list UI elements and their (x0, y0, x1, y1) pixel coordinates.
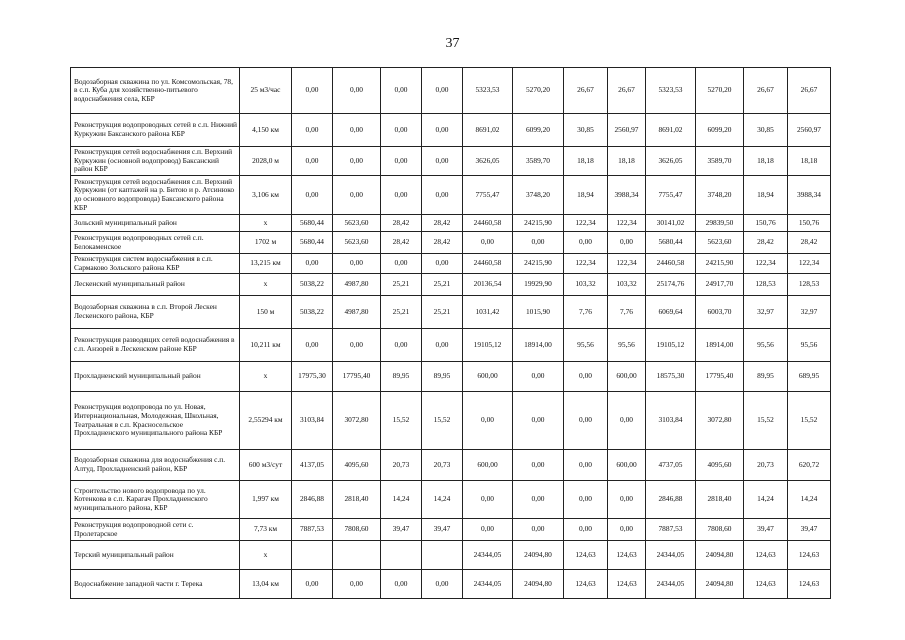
row-value: 26,67 (608, 68, 646, 114)
row-value: 600,00 (608, 362, 646, 392)
row-value: 5038,22 (292, 296, 333, 329)
row-value: 3988,34 (788, 176, 831, 215)
table-row (71, 68, 831, 114)
row-value: 17975,30 (292, 362, 333, 392)
row-value: 25,21 (381, 274, 422, 296)
row-capacity: 4,150 км (240, 114, 292, 147)
row-value: 5270,20 (696, 68, 744, 114)
row-value: 0,00 (333, 254, 381, 274)
row-value: 124,63 (608, 570, 646, 599)
table-row (71, 519, 831, 541)
row-value: 7755,47 (646, 176, 696, 215)
row-value: 5680,44 (292, 215, 333, 232)
row-capacity: 3,106 км (240, 176, 292, 215)
row-value: 15,52 (381, 392, 422, 450)
row-name: Водозаборная скважина в с.п. Второй Лескен Лескенского района, КБР (71, 296, 240, 329)
row-value: 24215,90 (696, 254, 744, 274)
row-name: Реконструкция водопроводных сетей с.п. Белокаменское (71, 232, 240, 254)
row-value: 0,00 (564, 481, 608, 519)
row-value: 28,42 (422, 232, 463, 254)
row-name: Реконструкция сетей водоснабжения с.п. Верхний Куркужин (от каптажей на р. Битою и р. Атсинюко до основного водопровода) Баксанского района КБР (71, 176, 240, 215)
table-row (71, 114, 831, 147)
row-capacity: 600 м3/сут (240, 450, 292, 481)
row-value: 122,34 (564, 215, 608, 232)
row-value: 39,47 (744, 519, 788, 541)
row-value: 124,63 (744, 541, 788, 570)
row-value: 0,00 (292, 570, 333, 599)
row-name: Реконструкция сетей водоснабжения с.п. Верхний Куркужин (основной водопровод) Баксанский район КБР (71, 147, 240, 176)
row-value: 0,00 (463, 519, 513, 541)
row-value: 0,00 (513, 362, 564, 392)
row-value: 24094,80 (696, 541, 744, 570)
row-value: 28,42 (422, 215, 463, 232)
row-value: 128,53 (788, 274, 831, 296)
row-value: 122,34 (608, 215, 646, 232)
row-value: 2560,97 (788, 114, 831, 147)
row-value: 7808,60 (333, 519, 381, 541)
row-capacity: 150 м (240, 296, 292, 329)
row-value: 0,00 (422, 176, 463, 215)
row-value: 25174,76 (646, 274, 696, 296)
table-row (71, 274, 831, 296)
row-value: 26,67 (564, 68, 608, 114)
row-value: 19929,90 (513, 274, 564, 296)
row-value: 5038,22 (292, 274, 333, 296)
row-capacity: 13,215 км (240, 254, 292, 274)
row-value: 0,00 (608, 392, 646, 450)
row-value: 26,67 (744, 68, 788, 114)
table-row (71, 362, 831, 392)
row-value: 128,53 (744, 274, 788, 296)
row-value: 18,18 (608, 147, 646, 176)
row-value: 15,52 (422, 392, 463, 450)
row-value: 0,00 (463, 392, 513, 450)
row-capacity: 25 м3/час (240, 68, 292, 114)
row-value: 0,00 (333, 147, 381, 176)
row-value: 29839,50 (696, 215, 744, 232)
row-value: 0,00 (513, 232, 564, 254)
row-value: 24094,80 (513, 570, 564, 599)
row-value: 3626,05 (463, 147, 513, 176)
row-value: 7,76 (608, 296, 646, 329)
row-name: Реконструкция разводящих сетей водоснабжения в с.п. Анзорей в Лескенском районе КБР (71, 329, 240, 362)
row-value: 15,52 (788, 392, 831, 450)
row-value: 3072,80 (333, 392, 381, 450)
table-row (71, 215, 831, 232)
row-value: 39,47 (381, 519, 422, 541)
row-value: 30,85 (564, 114, 608, 147)
row-value: 122,34 (564, 254, 608, 274)
row-value: 6099,20 (696, 114, 744, 147)
row-value: 28,42 (381, 232, 422, 254)
row-value: 0,00 (422, 147, 463, 176)
row-value: 0,00 (422, 570, 463, 599)
row-value: 0,00 (381, 68, 422, 114)
table-row (71, 176, 831, 215)
row-value: 620,72 (788, 450, 831, 481)
row-value: 0,00 (333, 68, 381, 114)
row-value: 24215,90 (513, 254, 564, 274)
row-value: 4987,80 (333, 274, 381, 296)
row-name: Строительство нового водопровода по ул. Котенкова в с.п. Карагач Прохладненского муниципального района, КБР (71, 481, 240, 519)
row-value: 0,00 (422, 329, 463, 362)
row-value: 0,00 (463, 232, 513, 254)
row-value: 0,00 (292, 329, 333, 362)
row-value: 0,00 (292, 254, 333, 274)
row-value: 0,00 (292, 176, 333, 215)
row-value: 89,95 (422, 362, 463, 392)
row-value: 95,56 (744, 329, 788, 362)
row-value: 39,47 (422, 519, 463, 541)
row-value: 24215,90 (513, 215, 564, 232)
row-value: 25,21 (422, 296, 463, 329)
row-value: 89,95 (381, 362, 422, 392)
row-value: 5323,53 (646, 68, 696, 114)
row-value: 5323,53 (463, 68, 513, 114)
row-value: 0,00 (564, 232, 608, 254)
row-value: 0,00 (381, 329, 422, 362)
row-value: 0,00 (608, 232, 646, 254)
row-value: 39,47 (788, 519, 831, 541)
row-value: 3748,20 (513, 176, 564, 215)
row-value: 5623,60 (696, 232, 744, 254)
row-value: 18,94 (744, 176, 788, 215)
row-value: 103,32 (608, 274, 646, 296)
row-value: 6003,70 (696, 296, 744, 329)
row-value: 19105,12 (463, 329, 513, 362)
row-value: 18914,00 (696, 329, 744, 362)
row-value: 0,00 (564, 450, 608, 481)
row-value: 7887,53 (292, 519, 333, 541)
row-value: 124,63 (608, 541, 646, 570)
row-value: 24917,70 (696, 274, 744, 296)
row-value: 0,00 (422, 68, 463, 114)
row-value: 0,00 (333, 570, 381, 599)
row-value: 3103,84 (646, 392, 696, 450)
row-capacity: 13,04 км (240, 570, 292, 599)
row-value: 5623,60 (333, 215, 381, 232)
row-value: 0,00 (608, 519, 646, 541)
row-value: 5680,44 (292, 232, 333, 254)
row-value: 1015,90 (513, 296, 564, 329)
row-value: 0,00 (381, 570, 422, 599)
row-value (292, 541, 333, 570)
row-value: 24344,05 (646, 541, 696, 570)
row-value: 3072,80 (696, 392, 744, 450)
row-value: 28,42 (788, 232, 831, 254)
row-value: 20136,54 (463, 274, 513, 296)
row-value: 0,00 (564, 362, 608, 392)
row-value: 25,21 (381, 296, 422, 329)
table-row (71, 232, 831, 254)
row-value: 95,56 (608, 329, 646, 362)
row-value (381, 541, 422, 570)
row-capacity: х (240, 362, 292, 392)
table-row (71, 392, 831, 450)
table-row (71, 147, 831, 176)
row-value: 18,18 (788, 147, 831, 176)
row-name: Реконструкция водопроводной сети с. Пролетарское (71, 519, 240, 541)
row-value (333, 541, 381, 570)
row-name: Прохладненский муниципальный район (71, 362, 240, 392)
row-value: 14,24 (788, 481, 831, 519)
row-name: Лескенский муниципальный район (71, 274, 240, 296)
row-value: 18575,30 (646, 362, 696, 392)
row-name: Терский муниципальный район (71, 541, 240, 570)
row-value: 20,73 (381, 450, 422, 481)
row-value: 0,00 (333, 176, 381, 215)
row-value: 14,24 (422, 481, 463, 519)
row-value: 600,00 (608, 450, 646, 481)
row-value: 3589,70 (696, 147, 744, 176)
row-value: 20,73 (422, 450, 463, 481)
row-value: 0,00 (292, 147, 333, 176)
row-value: 122,34 (744, 254, 788, 274)
row-value: 95,56 (564, 329, 608, 362)
table-row (71, 254, 831, 274)
row-value: 124,63 (564, 541, 608, 570)
row-value: 5270,20 (513, 68, 564, 114)
row-value: 124,63 (564, 570, 608, 599)
row-value: 124,63 (744, 570, 788, 599)
row-value: 0,00 (564, 519, 608, 541)
row-value: 3589,70 (513, 147, 564, 176)
row-value: 4095,60 (696, 450, 744, 481)
row-value: 0,00 (564, 392, 608, 450)
row-value: 14,24 (744, 481, 788, 519)
row-value: 26,67 (788, 68, 831, 114)
row-capacity: 1702 м (240, 232, 292, 254)
row-capacity: х (240, 541, 292, 570)
row-capacity: 1,997 км (240, 481, 292, 519)
row-value: 0,00 (292, 114, 333, 147)
row-value: 24094,80 (513, 541, 564, 570)
row-value: 0,00 (381, 114, 422, 147)
row-value: 2560,97 (608, 114, 646, 147)
row-value: 15,52 (744, 392, 788, 450)
row-value: 4095,60 (333, 450, 381, 481)
table-row (71, 329, 831, 362)
row-value: 0,00 (381, 147, 422, 176)
row-name: Водозаборная скважина по ул. Комсомольская, 78, в с.п. Куба для хозяйственно-питьевого водоснабжения села, КБР (71, 68, 240, 114)
row-value: 0,00 (608, 481, 646, 519)
row-value: 103,32 (564, 274, 608, 296)
row-value: 600,00 (463, 362, 513, 392)
row-name: Реконструкция водопровода по ул. Новая, Интернациональная, Молодежная, Школьная, Театральная в с.п. Красносельское Прохладненского муниципального района КБР (71, 392, 240, 450)
row-value: 14,24 (381, 481, 422, 519)
row-value: 0,00 (513, 450, 564, 481)
row-value: 6069,64 (646, 296, 696, 329)
row-value: 0,00 (463, 481, 513, 519)
row-value: 0,00 (513, 392, 564, 450)
row-value: 2846,88 (646, 481, 696, 519)
row-value: 4137,05 (292, 450, 333, 481)
row-value: 7808,60 (696, 519, 744, 541)
row-value: 0,00 (422, 254, 463, 274)
row-value: 150,76 (788, 215, 831, 232)
row-value: 19105,12 (646, 329, 696, 362)
row-value: 24344,05 (646, 570, 696, 599)
row-value: 4987,80 (333, 296, 381, 329)
row-value: 0,00 (333, 114, 381, 147)
row-value: 1031,42 (463, 296, 513, 329)
row-value: 0,00 (513, 481, 564, 519)
row-value: 7755,47 (463, 176, 513, 215)
row-value: 32,97 (788, 296, 831, 329)
row-value: 24344,05 (463, 570, 513, 599)
row-value: 24094,80 (696, 570, 744, 599)
row-value: 18,18 (564, 147, 608, 176)
row-value: 3626,05 (646, 147, 696, 176)
row-value: 20,73 (744, 450, 788, 481)
row-value: 2818,40 (333, 481, 381, 519)
row-value: 17795,40 (333, 362, 381, 392)
row-value: 24460,58 (463, 254, 513, 274)
row-value: 18,94 (564, 176, 608, 215)
row-value: 4737,05 (646, 450, 696, 481)
row-value: 8691,02 (646, 114, 696, 147)
table-row (71, 481, 831, 519)
row-value: 30141,02 (646, 215, 696, 232)
row-value: 2846,88 (292, 481, 333, 519)
row-value: 89,95 (744, 362, 788, 392)
row-value: 2818,40 (696, 481, 744, 519)
row-value: 0,00 (422, 114, 463, 147)
row-value: 5623,60 (333, 232, 381, 254)
row-value: 3988,34 (608, 176, 646, 215)
row-value: 0,00 (513, 519, 564, 541)
row-value: 5680,44 (646, 232, 696, 254)
row-capacity: х (240, 215, 292, 232)
row-value: 122,34 (608, 254, 646, 274)
row-value: 24460,58 (463, 215, 513, 232)
row-value: 0,00 (292, 68, 333, 114)
row-name: Реконструкция систем водоснабжения в с.п. Сармаково Зольского района КБР (71, 254, 240, 274)
table-row (71, 450, 831, 481)
row-value: 18914,00 (513, 329, 564, 362)
row-name: Реконструкция водопроводных сетей в с.п. Нижний Куркужин Баксанского района КБР (71, 114, 240, 147)
row-value: 28,42 (381, 215, 422, 232)
row-value: 7887,53 (646, 519, 696, 541)
row-value: 28,42 (744, 232, 788, 254)
row-value: 25,21 (422, 274, 463, 296)
row-value: 30,85 (744, 114, 788, 147)
row-value: 3103,84 (292, 392, 333, 450)
row-value: 95,56 (788, 329, 831, 362)
row-value: 17795,40 (696, 362, 744, 392)
table-row (71, 296, 831, 329)
row-value: 6099,20 (513, 114, 564, 147)
row-name: Водозаборная скважина для водоснабжения с.п. Алтуд, Прохладненский район, КБР (71, 450, 240, 481)
row-value: 7,76 (564, 296, 608, 329)
row-capacity: 10,211 км (240, 329, 292, 362)
row-value: 600,00 (463, 450, 513, 481)
row-value: 24344,05 (463, 541, 513, 570)
row-value: 32,97 (744, 296, 788, 329)
row-value: 0,00 (381, 254, 422, 274)
row-capacity: 2028,0 м (240, 147, 292, 176)
row-capacity: 2,55294 км (240, 392, 292, 450)
row-value: 18,18 (744, 147, 788, 176)
row-capacity: 7,73 км (240, 519, 292, 541)
row-value: 122,34 (788, 254, 831, 274)
row-name: Водоснабжение западной части г. Терека (71, 570, 240, 599)
table-row (71, 541, 831, 570)
row-value: 124,63 (788, 541, 831, 570)
row-name: Зольский муниципальный район (71, 215, 240, 232)
row-value: 0,00 (381, 176, 422, 215)
table-row (71, 570, 831, 599)
row-value: 3748,20 (696, 176, 744, 215)
row-value: 150,76 (744, 215, 788, 232)
budget-table (70, 67, 831, 599)
row-value: 24460,58 (646, 254, 696, 274)
page-number: 37 (445, 36, 460, 51)
row-value: 8691,02 (463, 114, 513, 147)
row-value: 689,95 (788, 362, 831, 392)
row-value: 0,00 (333, 329, 381, 362)
row-value (422, 541, 463, 570)
row-capacity: х (240, 274, 292, 296)
row-value: 124,63 (788, 570, 831, 599)
